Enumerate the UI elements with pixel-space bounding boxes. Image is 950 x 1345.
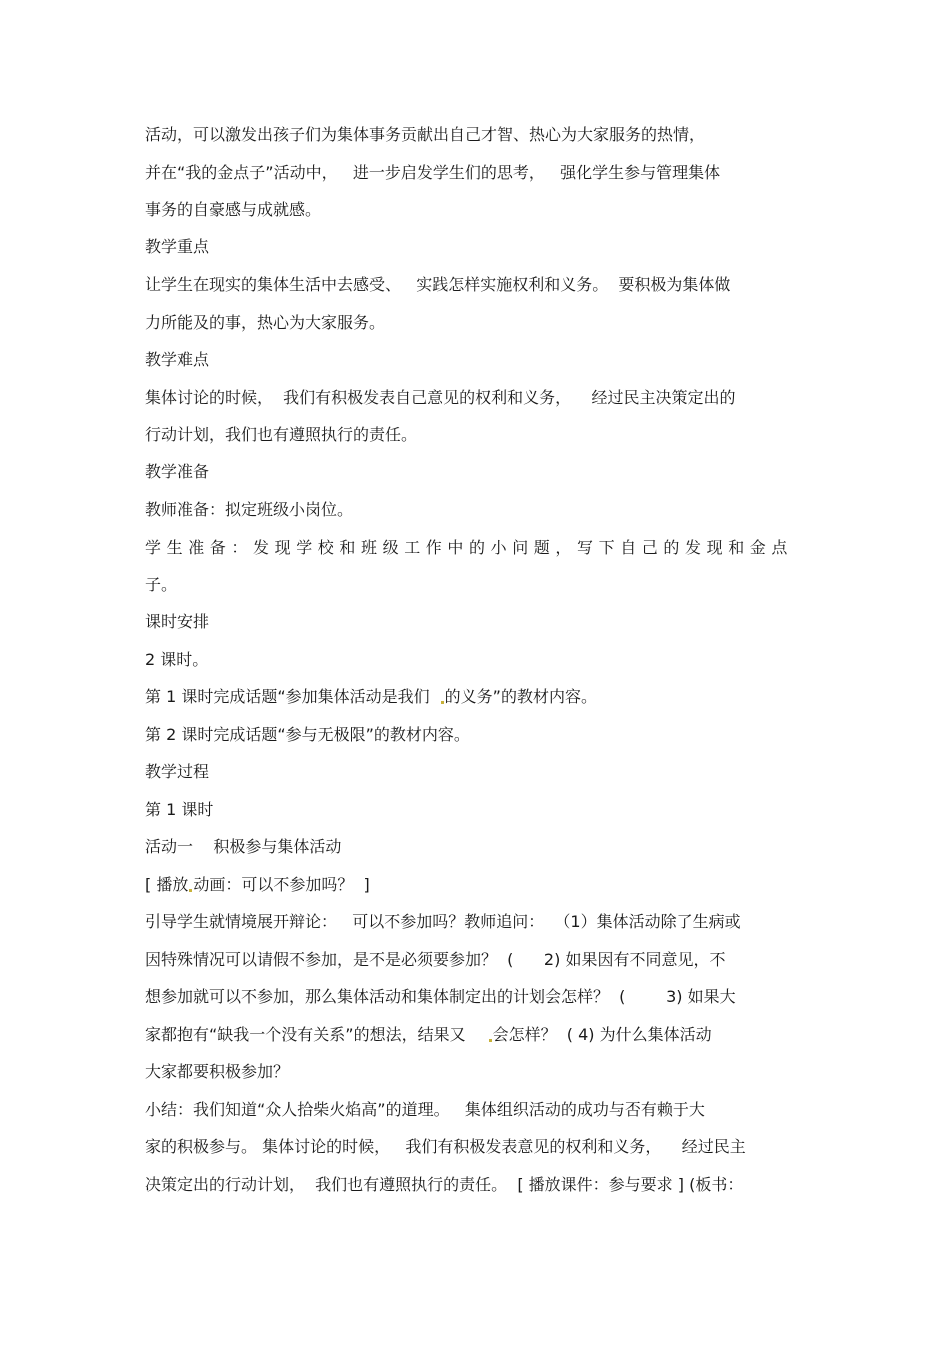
text-segment: 动画：可以不参加吗？ ] (193, 875, 370, 894)
stray-mark (189, 889, 192, 892)
text-line: 大家都要积极参加？ (145, 1062, 290, 1081)
text-segment: [ 播放 (145, 875, 189, 894)
text-line: 引导学生就情境展开辩论： 可以不参加吗？教师追问： （1）集体活动除了生病或 (145, 912, 741, 931)
text-line: 第 2 课时完成话题“参与无极限”的教材内容。 (145, 725, 470, 744)
text-line: 行动计划，我们也有遵照执行的责任。 (145, 425, 418, 444)
text-segment: 会怎样？ ( 4) 为什么集体活动 (492, 1025, 712, 1044)
text-line: 小结：我们知道“众人拾柴火焰高”的道理。 集体组织活动的成功与否有赖于大 (145, 1100, 705, 1119)
stray-mark (489, 1039, 492, 1042)
section-heading: 教学难点 (145, 350, 210, 369)
text-line: 活动，可以激发出孩子们为集体事务贡献出自己才智、热心为大家服务的热情， (145, 125, 706, 144)
text-line: 让学生在现实的集体生活中去感受、 实践怎样实施权利和义务。 要积极为集体做 (145, 275, 731, 294)
text-segment: 的义务”的教材内容。 (444, 687, 597, 706)
section-heading: 教学准备 (145, 462, 210, 481)
text-line: 教师准备：拟定班级小岗位。 (145, 500, 354, 519)
text-line: 事务的自豪感与成就感。 (145, 200, 322, 219)
text-segment: 第 1 课时完成话题“参加集体活动是我们 (145, 687, 430, 706)
text-line: 第 1 课时 (145, 800, 214, 819)
text-line: 家的积极参与。 集体讨论的时候， 我们有积极发表意见的权利和义务， 经过民主 (145, 1137, 746, 1156)
text-line: 并在“我的金点子”活动中， 进一步启发学生们的思考， 强化学生参与管理集体 (145, 163, 721, 182)
section-heading: 教学过程 (145, 762, 210, 781)
text-line (145, 685, 597, 709)
text-line: 因特殊情况可以请假不参加，是不是必须要参加？ ( 2) 如果因有不同意见，不 (145, 950, 726, 969)
section-heading: 教学重点 (145, 237, 210, 256)
text-line (145, 1023, 712, 1047)
text-line (145, 873, 370, 897)
section-heading: 课时安排 (145, 612, 210, 631)
text-line: 决策定出的行动计划， 我们也有遵照执行的责任。 [ 播放课件：参与要求 ] (板书： (145, 1175, 744, 1194)
text-line: 学生准备：发现学校和班级工作中的小问题，写下自己的发现和金点 (145, 538, 794, 557)
text-line: 子。 (145, 575, 178, 594)
text-line: 力所能及的事，热心为大家服务。 (145, 313, 386, 332)
stray-mark (441, 701, 444, 704)
text-line: 2 课时。 (145, 650, 209, 669)
text-line: 集体讨论的时候， 我们有积极发表自己意见的权利和义务， 经过民主决策定出的 (145, 388, 736, 407)
text-line: 活动一 积极参与集体活动 (145, 837, 342, 856)
text-segment: 家都抱有“缺我一个没有关系”的想法，结果又 (145, 1025, 466, 1044)
text-line: 想参加就可以不参加，那么集体活动和集体制定出的计划会怎样？ ( 3) 如果大 (145, 987, 736, 1006)
